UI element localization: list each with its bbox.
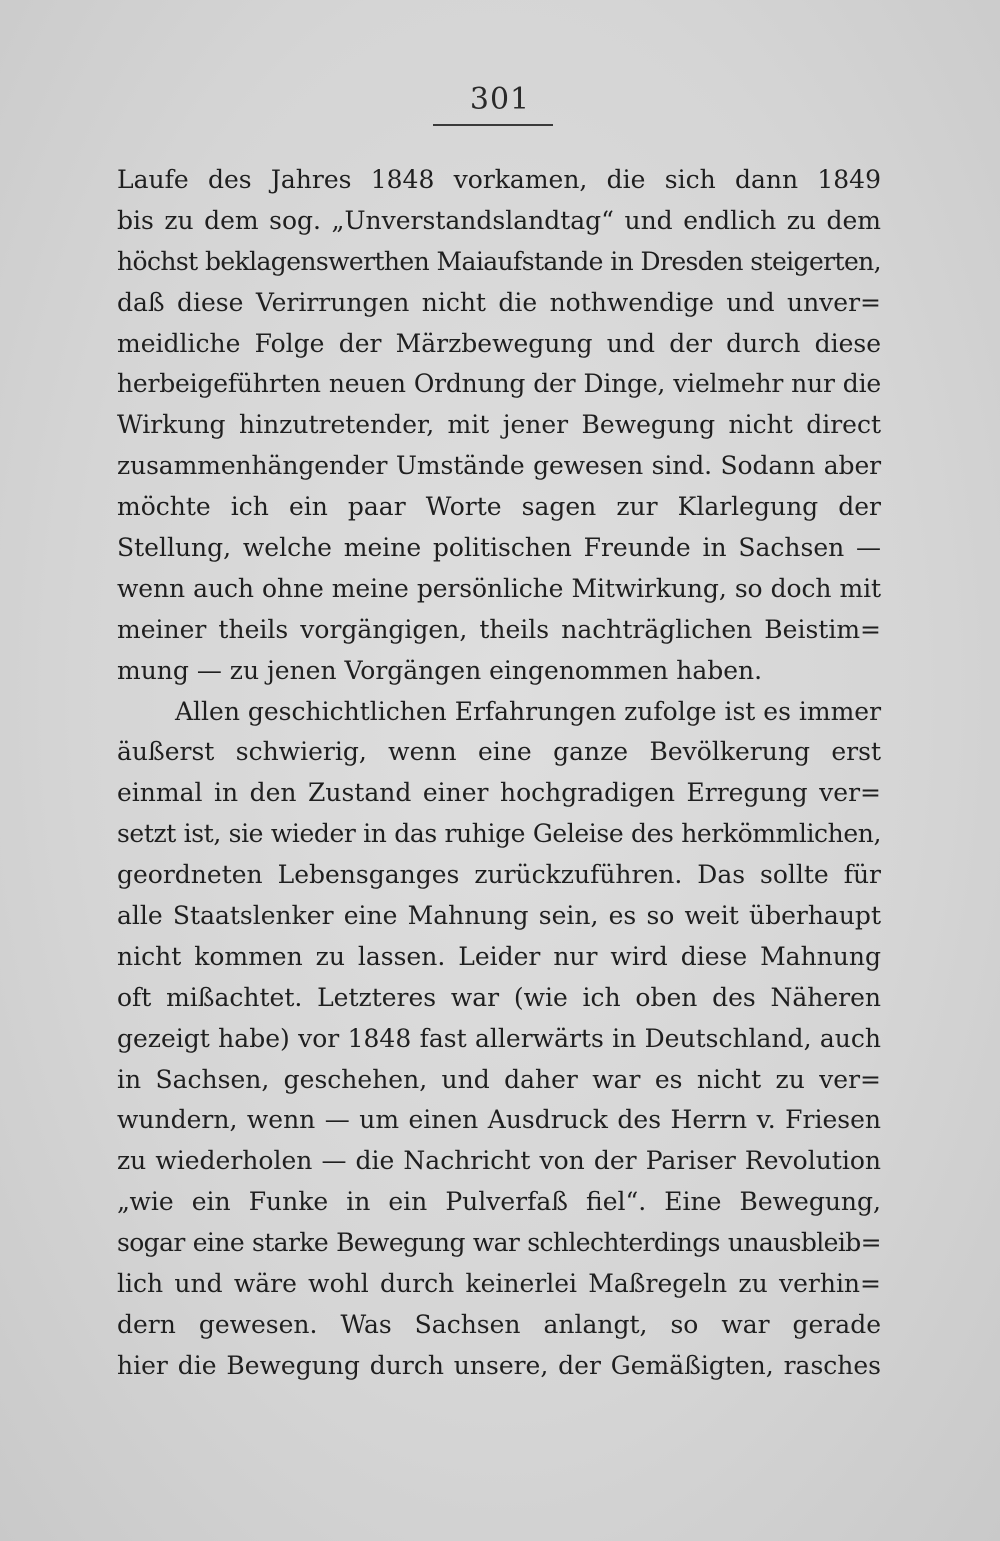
text-line: in Sachsen, geschehen, und daher war es nicht zu ver= <box>117 1064 881 1094</box>
paragraph-1 <box>117 160 881 692</box>
text-line: setzt ist, sie wieder in das ruhige Geleise des herkömmlichen, <box>117 819 881 849</box>
text-line: „wie ein Funke in ein Pulverfaß fiel“. Eine Bewegung, <box>117 1187 881 1217</box>
text-line: daß diese Verirrungen nicht die nothwendige und unver= <box>117 287 881 317</box>
text-line: Laufe des Jahres 1848 vorkamen, die sich dann 1849 <box>117 165 881 194</box>
text-line: nicht kommen zu lassen. Leider nur wird diese Mahnung <box>117 941 881 971</box>
text-line: äußerst schwierig, wenn eine ganze Bevölkerung erst <box>117 737 881 767</box>
text-line: sogar eine starke Bewegung war schlechterdings unausbleib= <box>117 1228 881 1258</box>
text-line: wenn auch ohne meine persönliche Mitwirkung, so doch mit <box>117 573 881 603</box>
text-line: oft mißachtet. Letzteres war (wie ich oben des Näheren <box>117 982 881 1012</box>
text-line: meiner theils vorgängigen, theils nachträglichen Beistim= <box>117 614 881 644</box>
text-line: alle Staatslenker eine Mahnung sein, es so weit überhaupt <box>117 901 881 931</box>
text-line: Wirkung hinzutretender, mit jener Bewegung nicht direct <box>117 410 881 440</box>
text-line: höchst beklagenswerthen Maiaufstande in Dresden steigerten, <box>117 246 881 276</box>
header-rule <box>433 124 553 126</box>
page-number: 301 <box>469 82 531 117</box>
text-line: zusammenhängender Umstände gewesen sind. Sodann aber <box>117 451 881 481</box>
text-line: Allen geschichtlichen Erfahrungen zufolge ist es immer <box>175 696 882 726</box>
page-header <box>0 82 1000 117</box>
text-line: gezeigt habe) vor 1848 fast allerwärts in Deutschland, auch <box>117 1023 881 1053</box>
text-line: möchte ich ein paar Worte sagen zur Klarlegung der <box>117 492 881 522</box>
paragraph-2 <box>117 692 881 1387</box>
text-line: zu wiederholen — die Nachricht von der Pariser Revolution <box>117 1146 881 1176</box>
text-line: herbeigeführten neuen Ordnung der Dinge, vielmehr nur die <box>117 369 881 399</box>
text-line: lich und wäre wohl durch keinerlei Maßregeln zu verhin= <box>117 1269 881 1299</box>
text-line: bis zu dem sog. „Unverstandslandtag“ und endlich zu dem <box>117 205 881 235</box>
text-line: wundern, wenn — um einen Ausdruck des Herrn v. Friesen <box>117 1105 881 1135</box>
text-line: Stellung, welche meine politischen Freunde in Sachsen — <box>117 533 881 563</box>
text-line: hier die Bewegung durch unsere, der Gemäßigten, rasches <box>117 1350 881 1380</box>
text-line: geordneten Lebensganges zurückzuführen. Das sollte für <box>117 860 881 890</box>
body-text <box>117 160 881 1387</box>
text-line: dern gewesen. Was Sachsen anlangt, so war gerade <box>117 1309 881 1339</box>
text-line: einmal in den Zustand einer hochgradigen Erregung ver= <box>117 778 881 808</box>
text-line: mung — zu jenen Vorgängen eingenommen haben. <box>117 655 763 685</box>
text-line: meidliche Folge der Märzbewegung und der durch diese <box>117 328 881 358</box>
